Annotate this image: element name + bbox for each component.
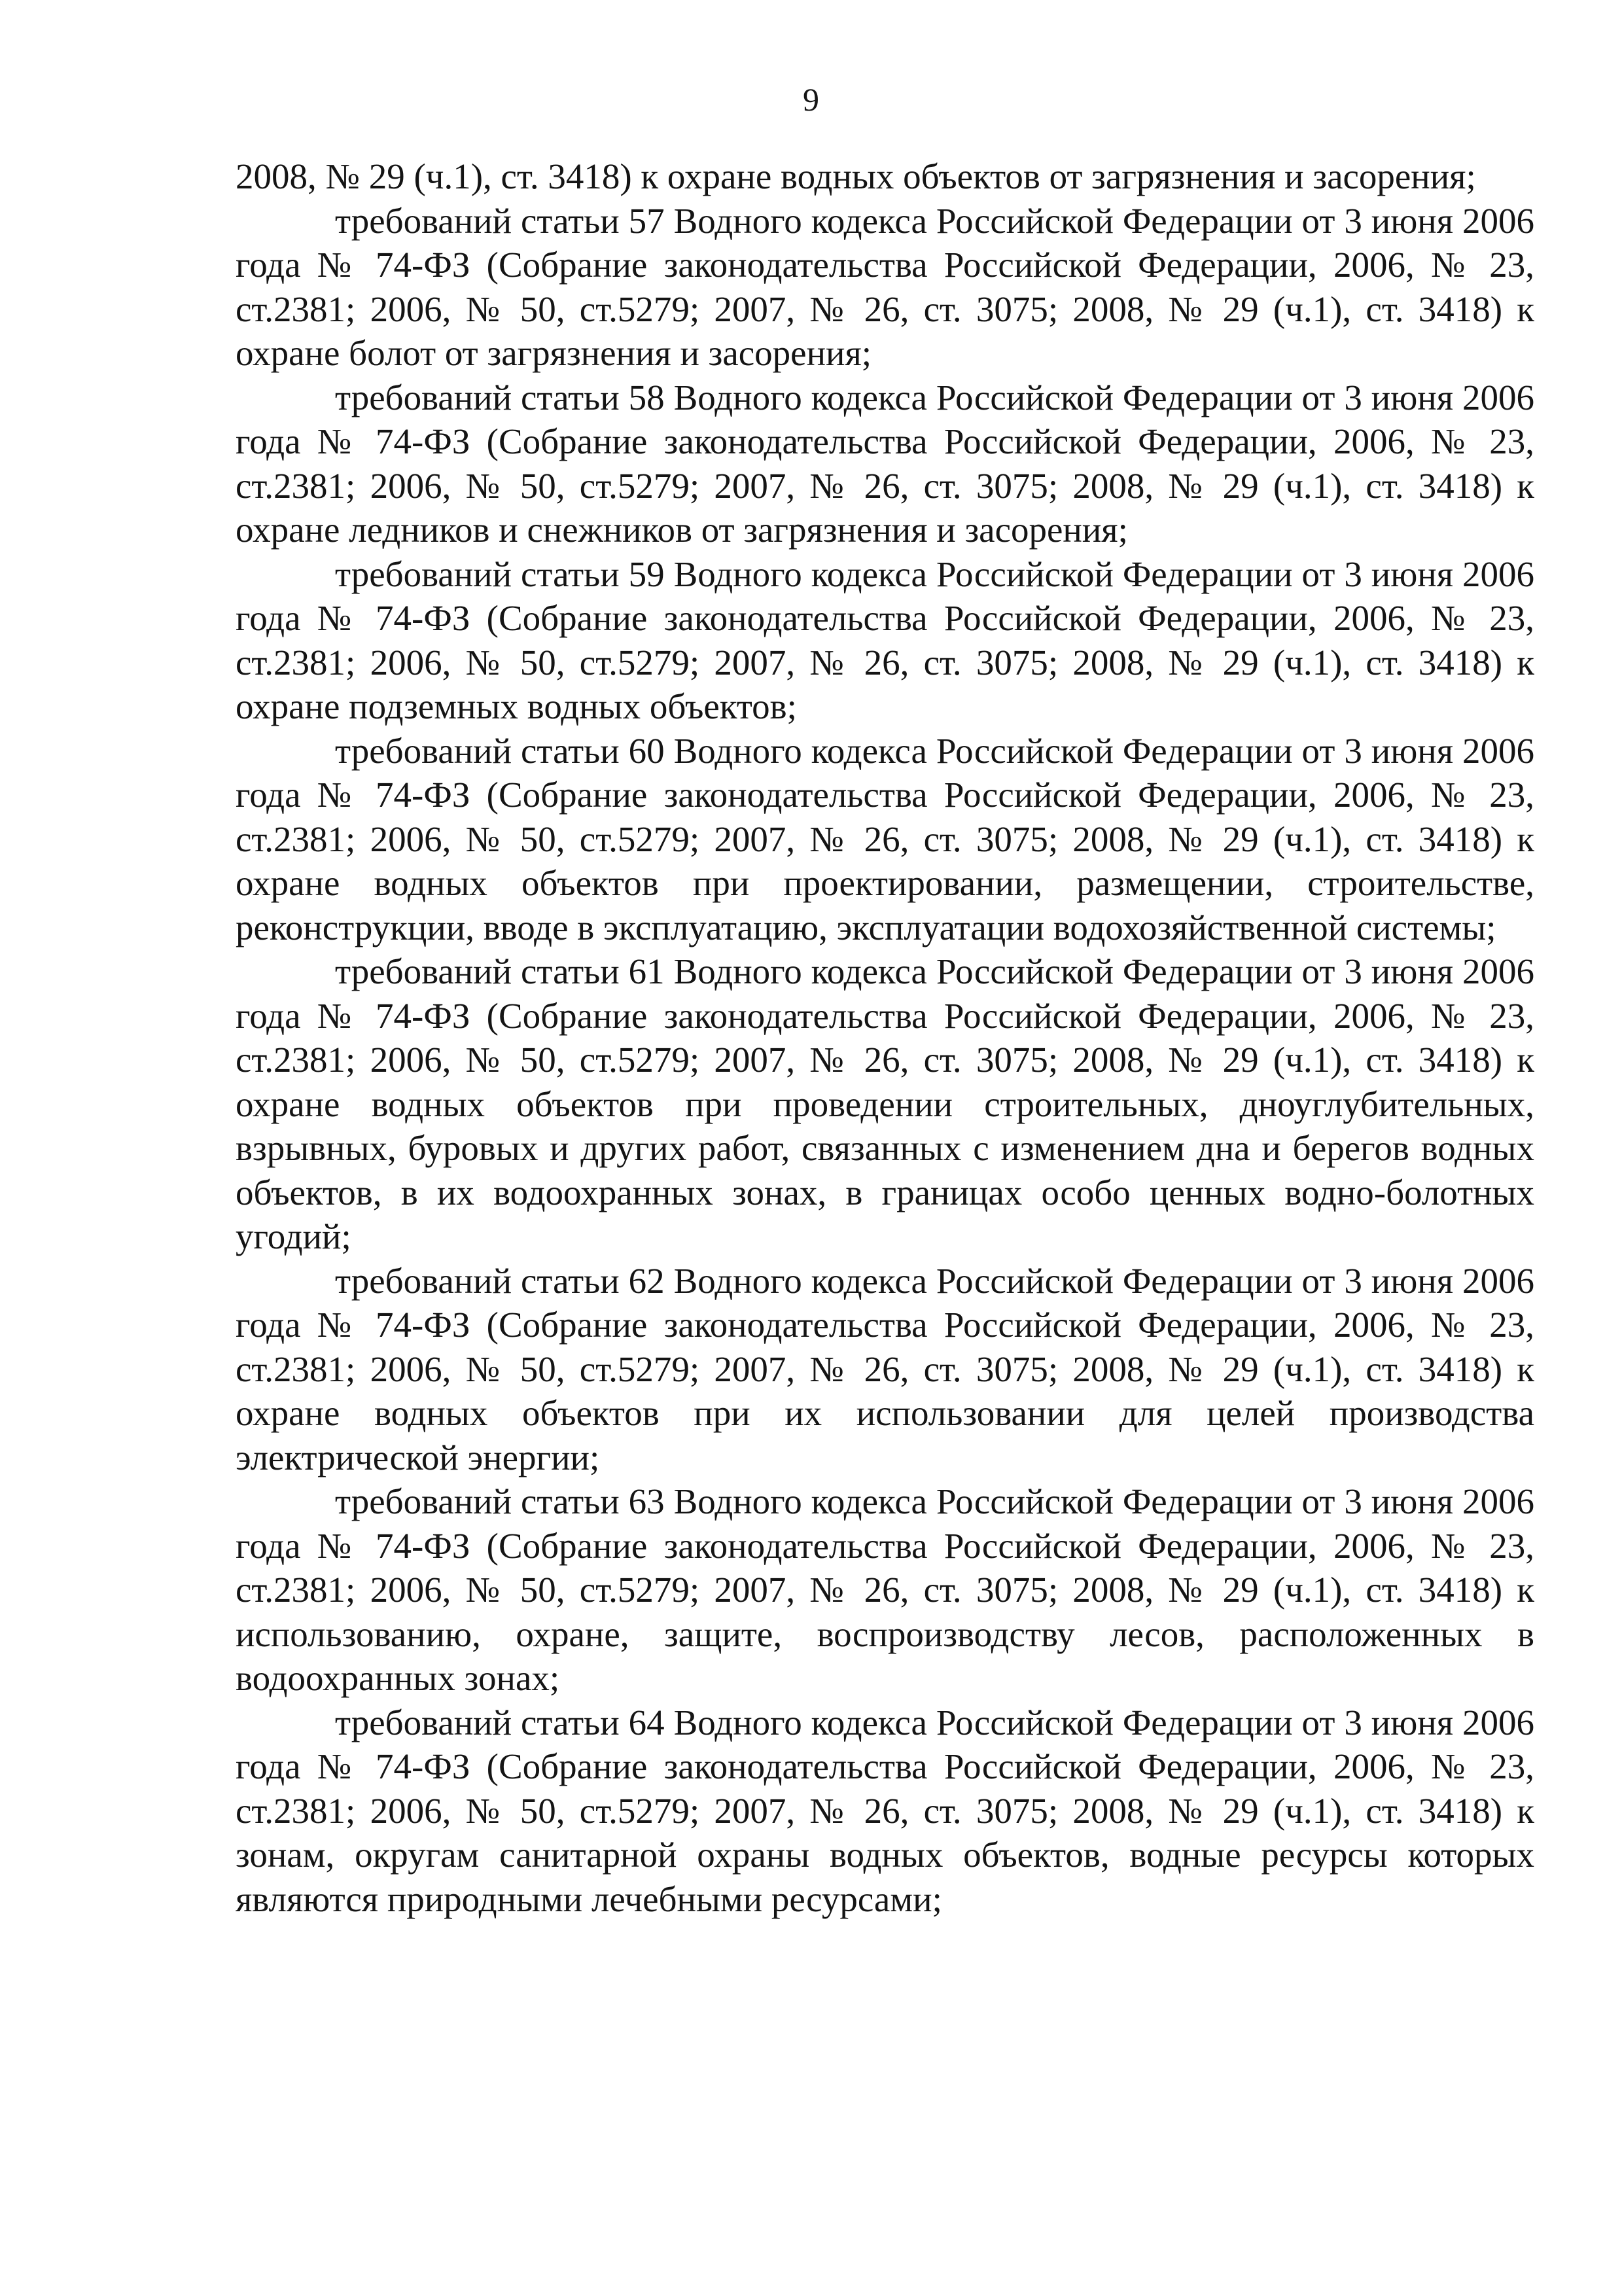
paragraph: требований статьи 62 Водного кодекса Российской Федерации от 3 июня 2006 года № 74-ФЗ (Собрание законодательства Российской Федерации, 2006, № 23, ст.2381; 2006, № 50, ст.5279; 2007, № 26, ст. 3075; 2008, № 29 (ч.1), ст. 3418) к охране водных объектов при их использовании для целей производства электрической энергии; bbox=[236, 1260, 1534, 1477]
paragraph: требований статьи 57 Водного кодекса Российской Федерации от 3 июня 2006 года № 74-ФЗ (Собрание законодательства Российской Федерации, 2006, № 23, ст.2381; 2006, № 50, ст.5279; 2007, № 26, ст. 3075; 2008, № 29 (ч.1), ст. 3418) к охране болот от загрязнения и засорения; bbox=[236, 200, 1534, 373]
paragraph: требований статьи 61 Водного кодекса Российской Федерации от 3 июня 2006 года № 74-ФЗ (Собрание законодательства Российской Федерации, 2006, № 23, ст.2381; 2006, № 50, ст.5279; 2007, № 26, ст. 3075; 2008, № 29 (ч.1), ст. 3418) к охране водных объектов при проведении строительных, дноуглубительных, взрывных, буровых и других работ, связанных с изменением дна и берегов водных объектов, в их водоохранных зонах, в границах особо ценных водно-болотных угодий; bbox=[236, 951, 1534, 1256]
paragraph: требований статьи 58 Водного кодекса Российской Федерации от 3 июня 2006 года № 74-ФЗ (Собрание законодательства Российской Федерации, 2006, № 23, ст.2381; 2006, № 50, ст.5279; 2007, № 26, ст. 3075; 2008, № 29 (ч.1), ст. 3418) к охране ледников и снежников от загрязнения и засорения; bbox=[236, 377, 1534, 550]
paragraph: требований статьи 59 Водного кодекса Российской Федерации от 3 июня 2006 года № 74-ФЗ (Собрание законодательства Российской Федерации, 2006, № 23, ст.2381; 2006, № 50, ст.5279; 2007, № 26, ст. 3075; 2008, № 29 (ч.1), ст. 3418) к охране подземных водных объектов; bbox=[236, 554, 1534, 726]
paragraph: требований статьи 63 Водного кодекса Российской Федерации от 3 июня 2006 года № 74-ФЗ (Собрание законодательства Российской Федерации, 2006, № 23, ст.2381; 2006, № 50, ст.5279; 2007, № 26, ст. 3075; 2008, № 29 (ч.1), ст. 3418) к использованию, охране, защите, воспроизводству лесов, расположенных в водоохранных зонах; bbox=[236, 1481, 1534, 1698]
paragraph: 2008, № 29 (ч.1), ст. 3418) к охране водных объектов от загрязнения и засорения; bbox=[236, 156, 1476, 196]
paragraph: требований статьи 64 Водного кодекса Российской Федерации от 3 июня 2006 года № 74-ФЗ (Собрание законодательства Российской Федерации, 2006, № 23, ст.2381; 2006, № 50, ст.5279; 2007, № 26, ст. 3075; 2008, № 29 (ч.1), ст. 3418) к зонам, округам санитарной охраны водных объектов, водные ресурсы которых являются природными лечебными ресурсами; bbox=[236, 1702, 1534, 1919]
document-body bbox=[236, 154, 1534, 1921]
paragraph: требований статьи 60 Водного кодекса Российской Федерации от 3 июня 2006 года № 74-ФЗ (Собрание законодательства Российской Федерации, 2006, № 23, ст.2381; 2006, № 50, ст.5279; 2007, № 26, ст. 3075; 2008, № 29 (ч.1), ст. 3418) к охране водных объектов при проектировании, размещении, строительстве, реконструкции, вводе в эксплуатацию, эксплуатации водохозяйственной системы; bbox=[236, 730, 1534, 947]
page-number: 9 bbox=[803, 81, 819, 118]
